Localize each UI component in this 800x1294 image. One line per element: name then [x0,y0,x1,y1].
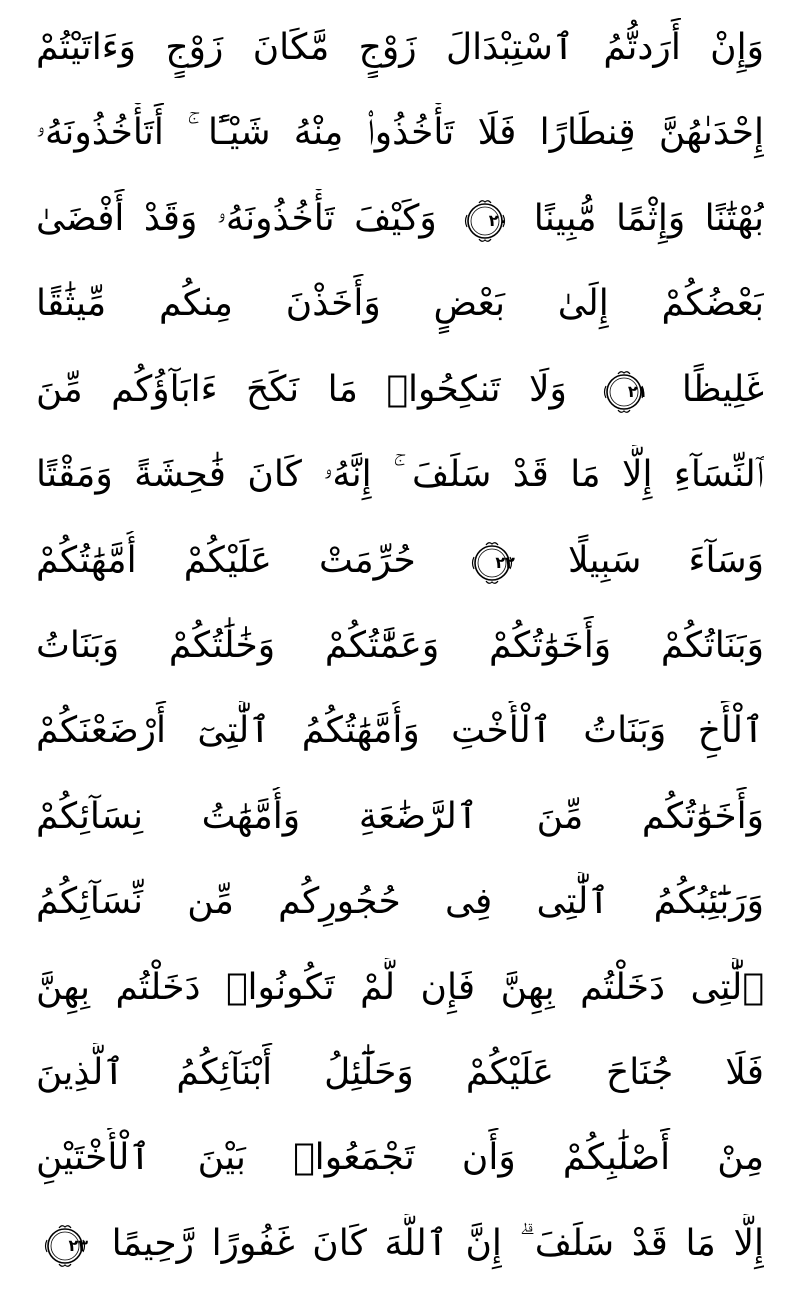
line-text: وَأَخَوَٰتُكُم مِّنَ ٱلرَّضَٰعَةِ وَأُمَّهَٰتُ نِسَآئِكُمْ [36,795,764,837]
line-text: فَلَا جُنَاحَ عَلَيْكُمْ وَحَلَٰٓئِلُ أَبْنَآئِكُمُ ٱلَّذِينَ [36,1052,764,1094]
verse-line-11 [36,872,764,932]
line-text-before: وَسَآءَ سَبِيلًا [568,539,764,581]
verse-line-14 [36,1128,764,1188]
verse-line-6 [36,445,764,505]
line-text: ٱلنِّسَآءِ إِلَّا مَا قَدْ سَلَفَ ۚ إِنَّهُۥ كَانَ فَٰحِشَةً وَمَقْتًا [36,454,764,496]
verse-line-10 [36,787,764,847]
ayah-marker [469,539,515,585]
line-text-before: إِلَّا مَا قَدْ سَلَفَ ۗ إِنَّ ٱللَّهَ كَانَ غَفُورًا رَّحِيمًا [111,1222,764,1264]
ayah-marker [601,368,647,414]
verse-line-3 [36,189,764,249]
verse-line-9 [36,701,764,761]
line-text-before: بُهْتَٰنًا وَإِثْمًا مُّبِينًا [533,197,764,239]
verse-line-12 [36,958,764,1018]
line-text: مِنْ أَصْلَٰبِكُمْ وَأَن تَجْمَعُوا۟ بَيْنَ ٱلْأُخْتَيْنِ [36,1137,764,1179]
line-text: وَرَبَٰٓئِبُكُمُ ٱلَّٰتِى فِى حُجُورِكُم مِّن نِّسَآئِكُمُ [36,881,764,923]
verse-line-5 [36,360,764,420]
ayah-marker [462,197,508,243]
ayah-number: ٢٢ [495,552,515,572]
line-text: وَبَنَاتُكُمْ وَأَخَوَٰتُكُمْ وَعَمَّٰتُكُمْ وَخَٰلَٰتُكُمْ وَبَنَاتُ [36,624,764,666]
line-text-after: وَلَا تَنكِحُوا۟ مَا نَكَحَ ءَابَآؤُكُم مِّنَ [36,368,567,410]
ayah-marker [42,1222,88,1268]
verse-line-2 [36,103,764,163]
line-text: وَإِنْ أَرَدتُّمُ ٱسْتِبْدَالَ زَوْجٍ مَّكَانَ زَوْجٍ وَءَاتَيْتُمْ [36,27,764,68]
line-text: ٱلْأَخِ وَبَنَاتُ ٱلْأُخْتِ وَأُمَّهَٰتُكُمُ ٱلَّٰتِىٓ أَرْضَعْنَكُمْ [36,710,764,752]
ayah-number: ٢٣ [68,1235,88,1255]
verse-line-15 [36,1214,764,1274]
verse-line-1 [36,18,764,78]
verse-line-7 [36,531,764,591]
line-text: ٱلَّٰتِى دَخَلْتُم بِهِنَّ فَإِن لَّمْ تَكُونُوا۟ دَخَلْتُم بِهِنَّ [36,966,764,1008]
line-text-before: غَلِيظًا [681,368,764,410]
line-text-after: وَكَيْفَ تَأْخُذُونَهُۥ وَقَدْ أَفْضَىٰ [36,197,437,239]
line-text: بَعْضُكُمْ إِلَىٰ بَعْضٍ وَأَخَذْنَ مِنكُم مِّيثَٰقًا [36,283,764,325]
line-text: إِحْدَىٰهُنَّ قِنطَارًا فَلَا تَأْخُذُوا۟ مِنْهُ شَيْـًٔا ۚ أَتَأْخُذُونَهُۥ [36,112,764,154]
verse-line-4 [36,274,764,334]
verse-line-13 [36,1043,764,1103]
ayah-number: ٢١ [627,381,648,401]
verse-line-8 [36,616,764,676]
line-text-after: حُرِّمَتْ عَلَيْكُمْ أُمَّهَٰتُكُمْ [36,539,416,581]
ayah-number: ٢٠ [488,210,509,230]
